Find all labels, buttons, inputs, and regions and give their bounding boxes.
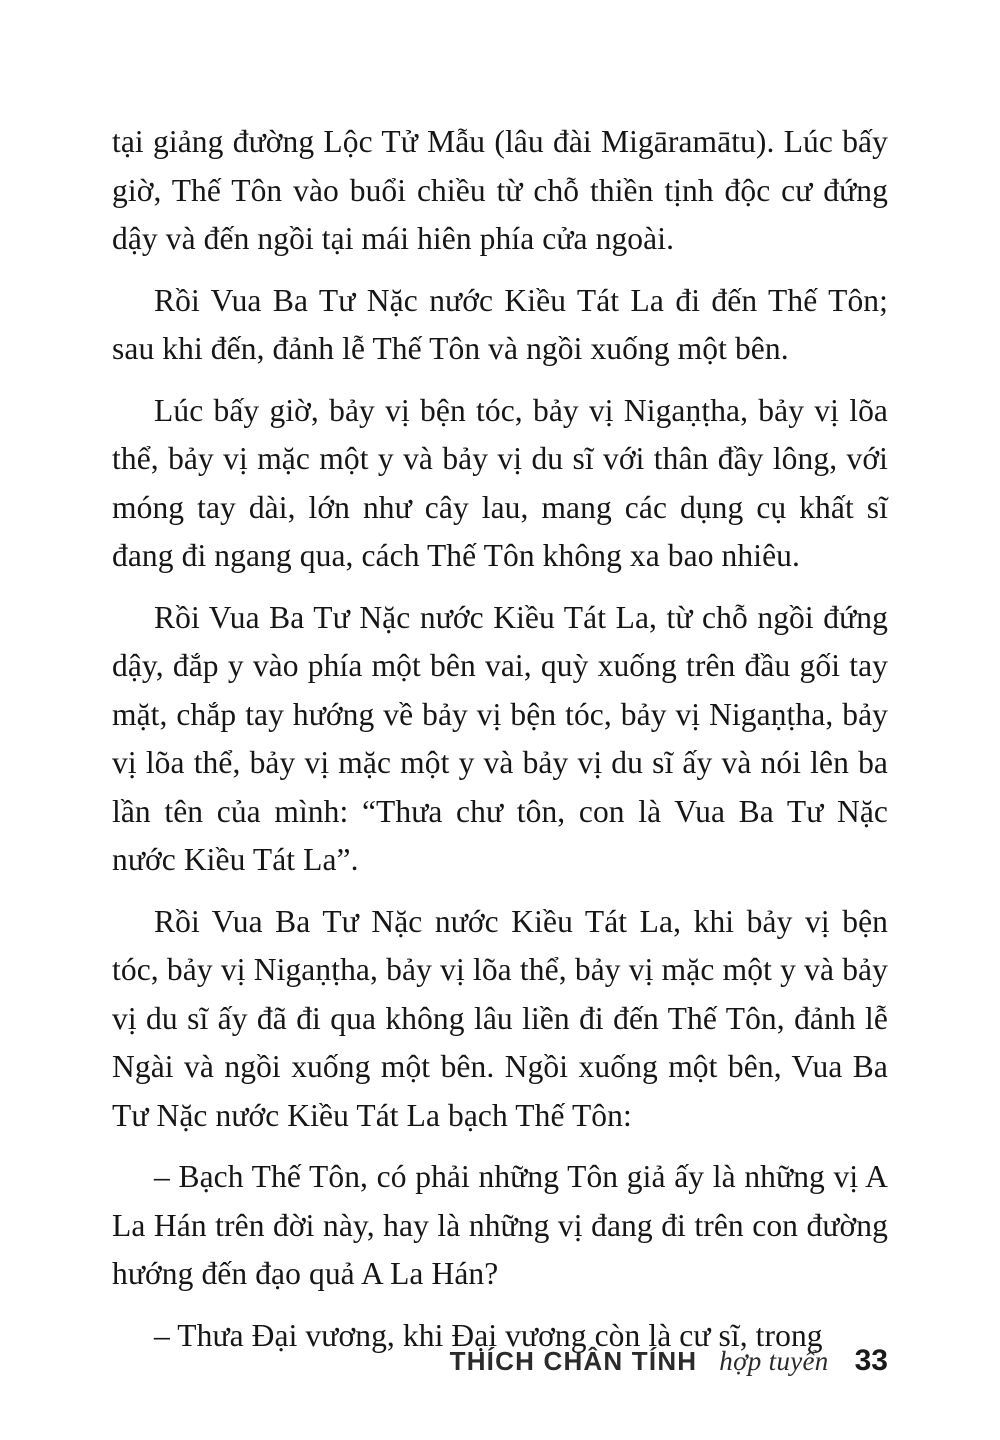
page-body	[112, 118, 888, 1360]
paragraph: tại giảng đường Lộc Tử Mẫu (lâu đài Migāramātu). Lúc bấy giờ, Thế Tôn vào buổi chiều từ chỗ thiền tịnh độc cư đứng dậy và đến ngồi tại mái hiên phía cửa ngoài.	[112, 124, 888, 256]
page-number: 33	[854, 1344, 888, 1377]
page-footer	[112, 1344, 888, 1378]
paragraph: Rồi Vua Ba Tư Nặc nước Kiều Tát La, từ chỗ ngồi đứng dậy, đắp y vào phía một bên vai, quỳ xuống trên đầu gối tay mặt, chắp tay hướng về bảy vị bện tóc, bảy vị Nigaṇṭha, bảy vị lõa thể, bảy vị mặc một y và bảy vị du sĩ ấy và nói lên ba lần tên của mình: “Thưa chư tôn, con là Vua Ba Tư Nặc nước Kiều Tát La”.	[112, 599, 888, 877]
footer-book-subtitle: hợp tuyển	[719, 1346, 829, 1376]
paragraph: – Bạch Thế Tôn, có phải những Tôn giả ấy là những vị A La Hán trên đời này, hay là những vị đang đi trên con đường hướng đến đạo quả A La Hán?	[112, 1159, 888, 1291]
paragraph: Rồi Vua Ba Tư Nặc nước Kiều Tát La đi đến Thế Tôn; sau khi đến, đảnh lễ Thế Tôn và ngồi xuống một bên.	[112, 282, 888, 366]
paragraph: – Thưa Đại vương, khi Đại vương còn là cư sĩ, trong	[154, 1317, 823, 1353]
paragraph: Rồi Vua Ba Tư Nặc nước Kiều Tát La, khi bảy vị bện tóc, bảy vị Nigaṇṭha, bảy vị lõa thể, bảy vị mặc một y và bảy vị du sĩ ấy đã đi qua không lâu liền đi đến Thế Tôn, đảnh lễ Ngài và ngồi xuống một bên. Ngồi xuống một bên, Vua Ba Tư Nặc nước Kiều Tát La bạch Thế Tôn:	[112, 903, 888, 1133]
paragraph: Lúc bấy giờ, bảy vị bện tóc, bảy vị Nigaṇṭha, bảy vị lõa thể, bảy vị mặc một y và bảy vị du sĩ với thân đầy lông, với móng tay dài, lớn như cây lau, mang các dụng cụ khất sĩ đang đi ngang qua, cách Thế Tôn không xa bao nhiêu.	[112, 392, 888, 573]
footer-book-title: THÍCH CHÂN TÍNH	[449, 1346, 698, 1376]
